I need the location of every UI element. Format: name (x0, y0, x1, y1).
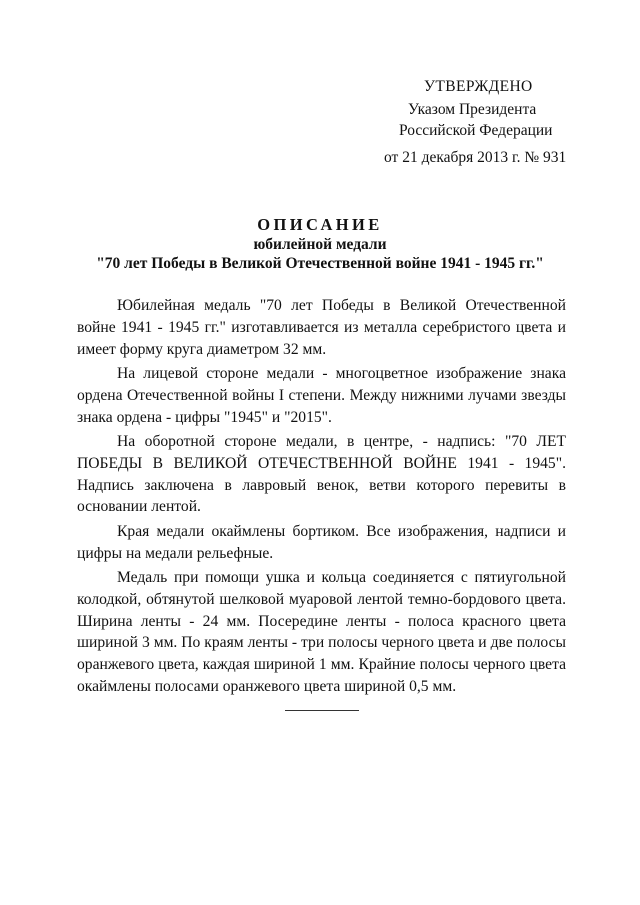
approval-heading: УТВЕРЖДЕНО (424, 78, 533, 95)
approval-line-decree: Указом Президента (408, 101, 537, 118)
approval-line-date: от 21 декабря 2013 г. № 931 (384, 149, 567, 166)
approval-block (372, 76, 602, 168)
end-divider (285, 710, 359, 711)
approval-line-federation: Российской Федерации (399, 122, 553, 139)
document-body (77, 295, 566, 700)
paragraph: Края медали окаймлены бортиком. Все изображения, надписи и цифры на медали рельефные. (77, 522, 566, 562)
paragraph: Медаль при помощи ушка и кольца соединяется с пятиугольной колодкой, обтянутой шелковой муаровой лентой темно-бордового цвета. Ширина ленты - 24 мм. Посередине ленты - полоса красного цвета шириной 3 мм. По краям ленты - три полосы черного цвета и две полосы оранжевого цвета, каждая шириной 1 мм. Крайние полосы черного цвета окаймлены полосами оранжевого цвета шириной 0,5 мм. (77, 568, 566, 695)
paragraph: На оборотной стороне медали, в центре, - надпись: "70 ЛЕТ ПОБЕДЫ В ВЕЛИКОЙ ОТЕЧЕСТВЕННОЙ ВОЙНЕ 1941 - 1945". Надпись заключена в лавровый венок, ветви которого перевиты в основании лентой. (77, 432, 566, 516)
paragraph: На лицевой стороне медали - многоцветное изображение знака ордена Отечественной войны I степени. Между нижними лучами звезды знака ордена - цифры "1945" и "2015". (77, 364, 566, 426)
paragraph: Юбилейная медаль "70 лет Победы в Великой Отечественной войне 1941 - 1945 гг." изготавливается из металла серебристого цвета и имеет форму круга диаметром 32 мм. (77, 297, 566, 358)
title-heading: ОПИСАНИЕ (257, 215, 383, 234)
title-subtitle-medal: юбилейной медали (253, 236, 387, 253)
title-subtitle-name: "70 лет Победы в Великой Отечественной войне 1941 - 1945 гг." (96, 255, 544, 272)
document-title (70, 215, 570, 273)
